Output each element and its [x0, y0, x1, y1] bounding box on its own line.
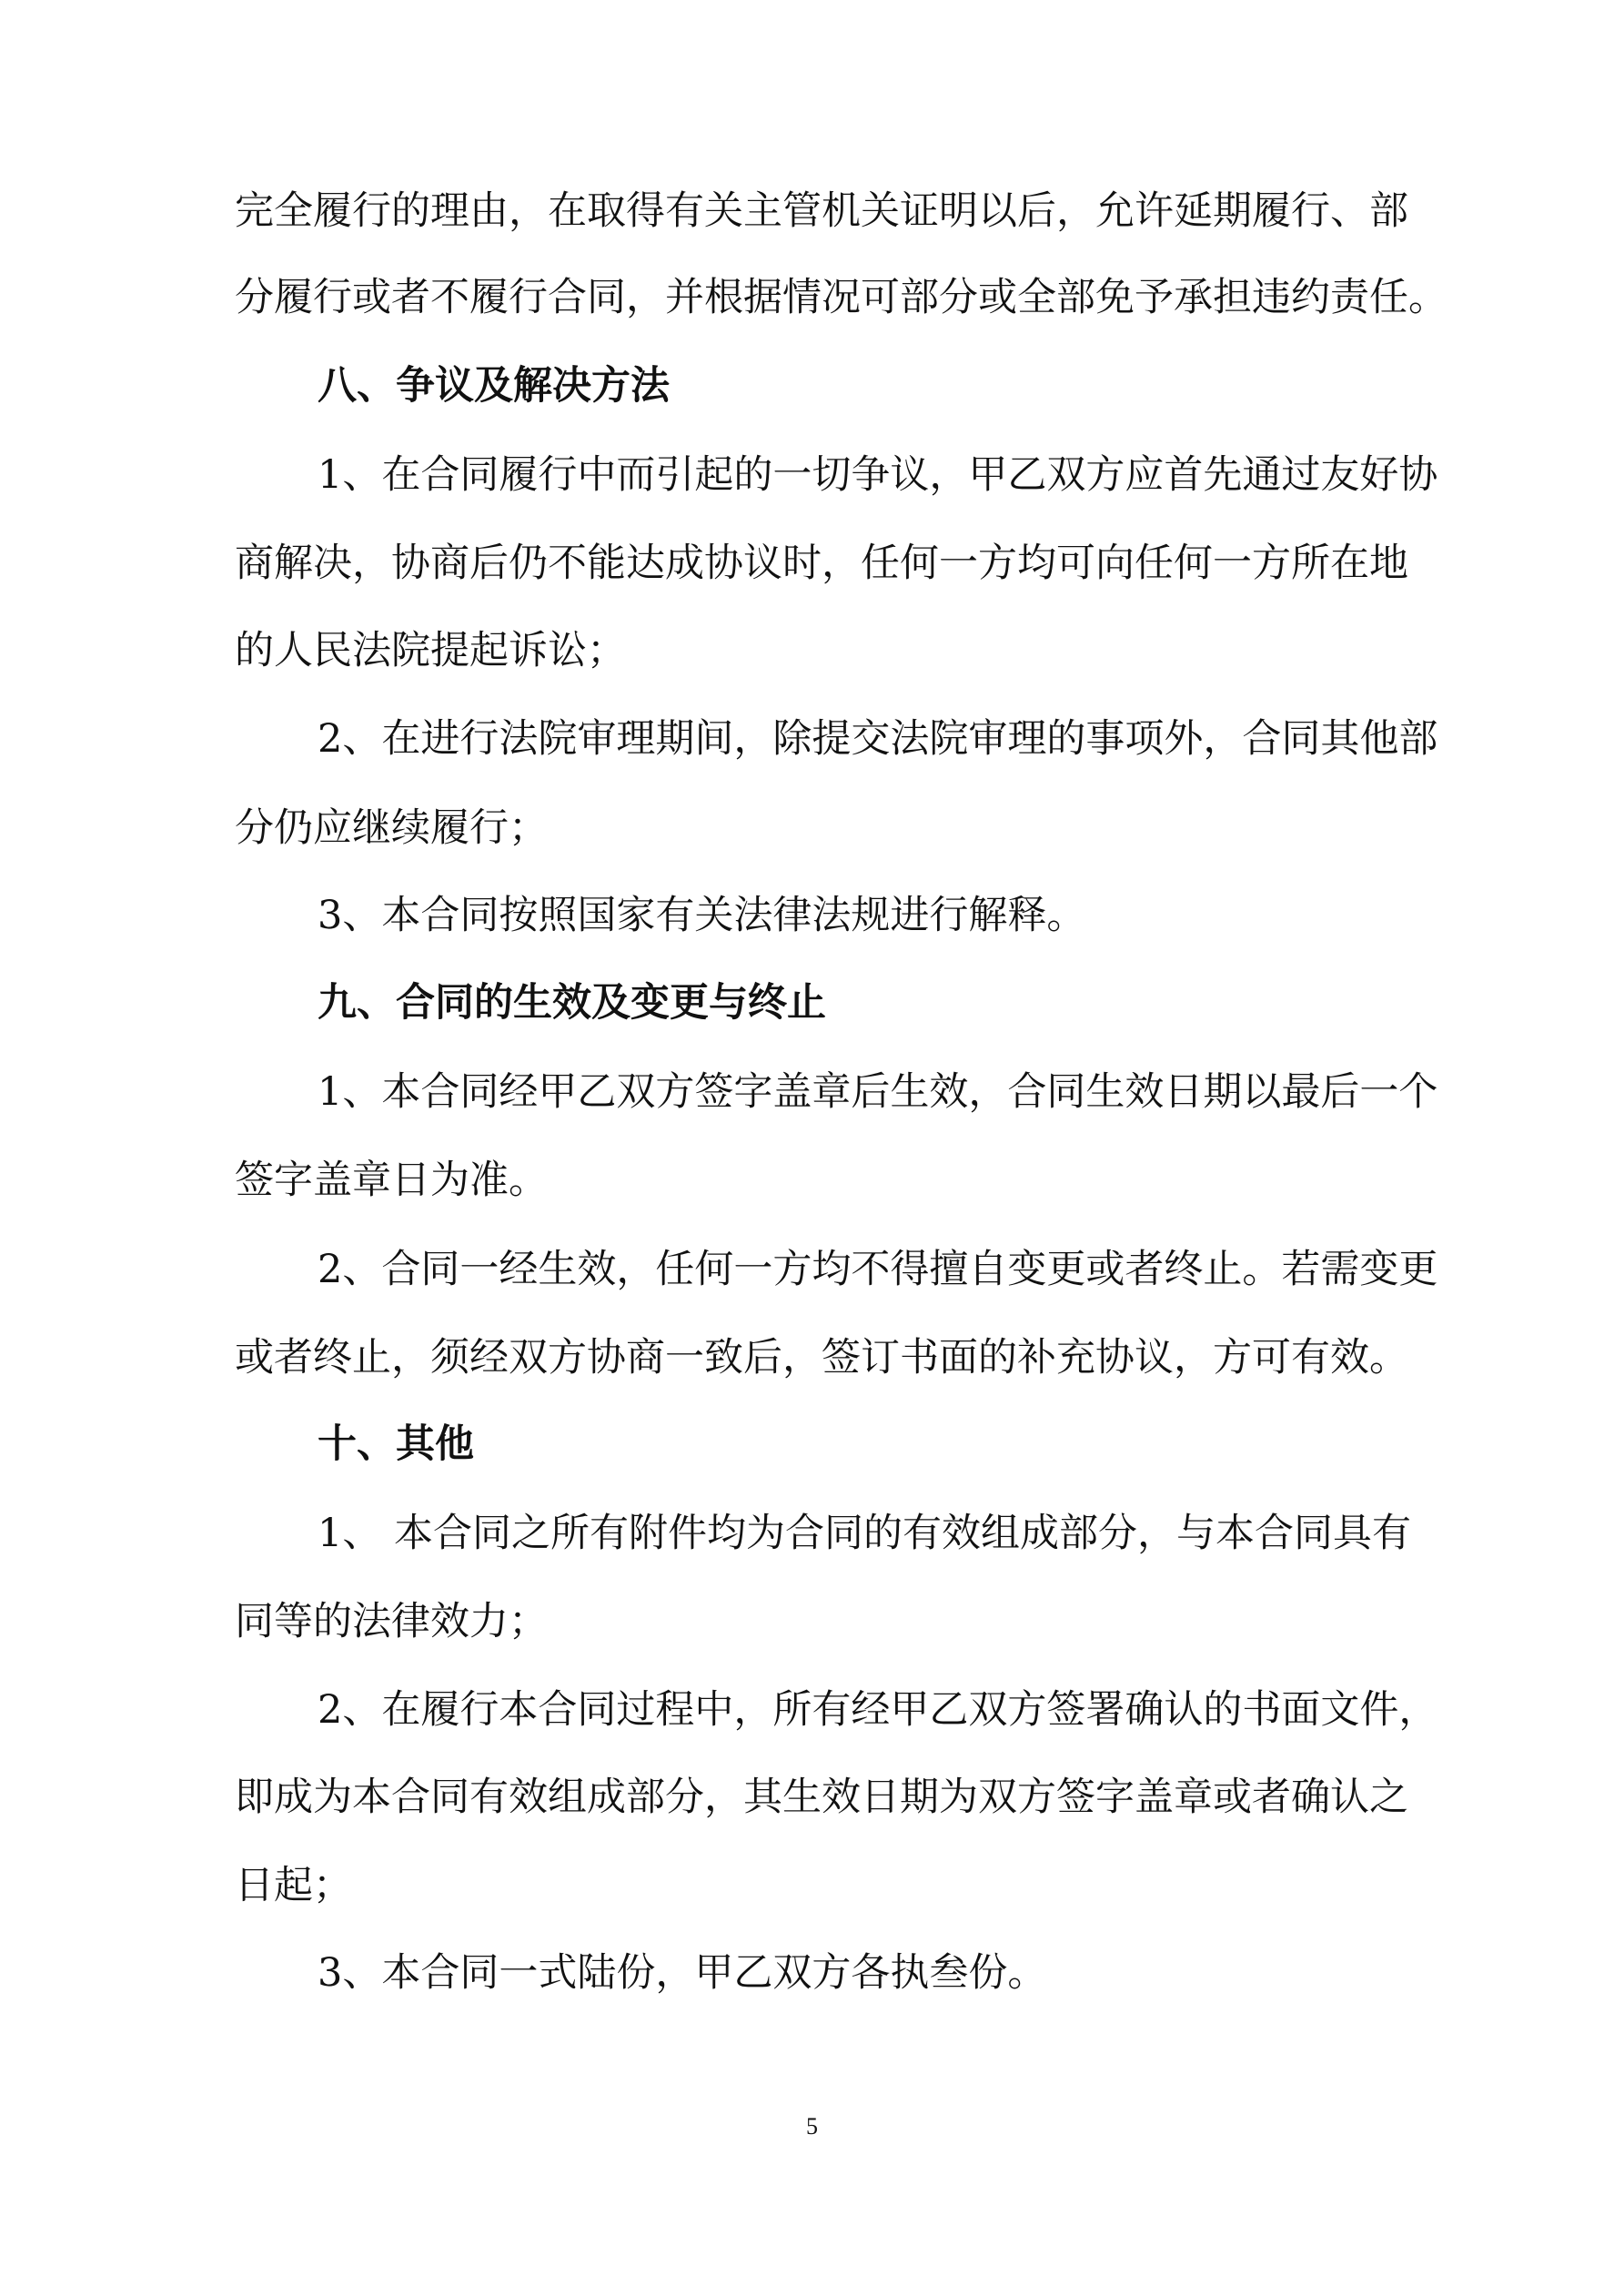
paragraph-line: 分履行或者不履行合同，并根据情况可部分或全部免予承担违约责任。	[235, 275, 1447, 320]
section-heading-9: 九、合同的生效及变更与终止	[318, 980, 826, 1026]
paragraph-line: 即成为本合同有效组成部分，其生效日期为双方签字盖章或者确认之	[235, 1775, 1408, 1820]
paragraph-line: 1、在合同履行中而引起的一切争议，甲乙双方应首先通过友好协	[318, 452, 1438, 498]
paragraph-line: 2、在进行法院审理期间，除提交法院审理的事项外，合同其他部	[318, 716, 1438, 762]
paragraph-line: 3、本合同一式陆份，甲乙双方各执叁份。	[318, 1950, 1047, 1996]
page-number: 5	[806, 2113, 818, 2139]
paragraph-line: 2、合同一经生效，任何一方均不得擅自变更或者终止。若需变更	[318, 1247, 1438, 1292]
paragraph-line: 分仍应继续履行；	[235, 805, 548, 851]
paragraph-line: 2、在履行本合同过程中，所有经甲乙双方签署确认的书面文件，	[318, 1687, 1438, 1733]
paragraph-line: 同等的法律效力；	[235, 1599, 548, 1644]
paragraph-line: 1、 本合同之所有附件均为合同的有效组成部分，与本合同具有	[318, 1511, 1412, 1556]
paragraph-line: 完全履行的理由，在取得有关主管机关证明以后，允许延期履行、部	[235, 188, 1408, 234]
paragraph-line: 签字盖章日为准。	[235, 1158, 548, 1203]
paragraph-line: 的人民法院提起诉讼；	[235, 628, 626, 673]
paragraph-line: 或者终止，须经双方协商一致后，签订书面的补充协议，方可有效。	[235, 1335, 1408, 1381]
section-heading-8: 八、争议及解决方法	[318, 363, 670, 409]
section-heading-10: 十、其他	[318, 1421, 474, 1467]
paragraph-line: 3、本合同按照国家有关法律法规进行解释。	[318, 893, 1086, 938]
paragraph-line: 日起；	[235, 1863, 352, 1908]
paragraph-line: 1、本合同经甲乙双方签字盖章后生效，合同生效日期以最后一个	[318, 1069, 1438, 1115]
paragraph-line: 商解决，协商后仍不能达成协议时，任何一方均可向任何一方所在地	[235, 541, 1408, 586]
